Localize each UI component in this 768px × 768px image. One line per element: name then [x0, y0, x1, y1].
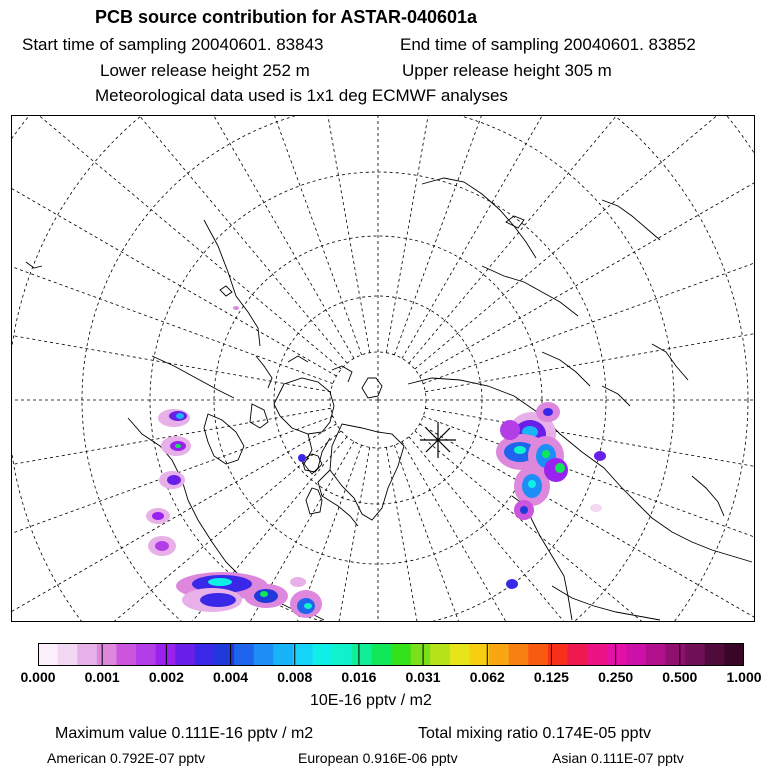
colorbar-tick-label: 0.031 [405, 669, 441, 685]
meridian [423, 116, 754, 384]
maximum-value: Maximum value 0.111E-16 pptv / m2 [55, 725, 314, 742]
contribution-patch [555, 463, 565, 473]
contribution-patch [500, 420, 520, 440]
colorbar-cell [215, 643, 235, 666]
colorbar-cell [646, 643, 666, 666]
colorbar-cell [685, 643, 705, 666]
contribution-patch [304, 603, 312, 609]
colorbar-cell [371, 643, 391, 666]
contribution-patch [298, 454, 306, 462]
graticule [12, 116, 754, 621]
colorbar-tick-label: 0.001 [84, 669, 120, 685]
colorbar-cell [528, 643, 548, 666]
colorbar-cell [136, 643, 156, 666]
contribution-patch [520, 506, 528, 514]
meridian [12, 116, 341, 369]
coastlines [26, 178, 752, 620]
colorbar-cell [234, 643, 254, 666]
colorbar-tick-label: 0.002 [148, 669, 184, 685]
colorbar-cell [38, 643, 58, 666]
colorbar-tick-label: 0.500 [662, 669, 698, 685]
meridian [12, 116, 354, 358]
latitude-circle [12, 116, 748, 621]
map-title: PCB source contribution for ASTAR-040601a [95, 7, 478, 27]
colorbar-cell [352, 643, 372, 666]
colorbar-cell [607, 643, 627, 666]
contribution-patch [506, 579, 518, 589]
source-contribution-field [146, 306, 606, 618]
meridian [415, 116, 754, 369]
meridian [425, 244, 754, 392]
meridian [386, 447, 534, 621]
colorbar-tick-label: 0.004 [213, 669, 249, 685]
colorbar-cell [626, 643, 646, 666]
colorbar-tick-label: 0.016 [341, 669, 377, 685]
contribution-patch [175, 444, 181, 448]
lower-release-height-label: Lower release height 252 m [100, 61, 310, 80]
colorbar-cell [469, 643, 489, 666]
meridian [12, 431, 341, 621]
meridian [415, 431, 754, 621]
colorbar-cell [175, 643, 195, 666]
colorbar-cell [156, 643, 176, 666]
colorbar-cell [293, 643, 313, 666]
colorbar [38, 643, 744, 667]
colorbar-tick-label: 0.250 [598, 669, 634, 685]
meridian [12, 116, 336, 376]
colorbar-tick-label: 1.000 [726, 669, 762, 685]
meridian [402, 116, 754, 358]
american-contribution: American 0.792E-07 pptv [47, 750, 205, 766]
colorbar-tick-label: 0.125 [533, 669, 569, 685]
colorbar-cell [587, 643, 607, 666]
contribution-patch [167, 475, 181, 485]
meridian [420, 116, 754, 376]
latitude-circle [12, 116, 754, 621]
european-contribution: European 0.916E-06 pptv [298, 750, 458, 766]
contribution-patch [590, 504, 602, 512]
meridian [386, 116, 534, 353]
polar-map [11, 115, 755, 622]
meridian [12, 116, 333, 384]
contribution-patch [176, 413, 184, 419]
meridian [420, 424, 754, 621]
meridian [70, 116, 361, 355]
colorbar-cell [724, 643, 744, 666]
colorbar-cell [313, 643, 333, 666]
total-mixing-ratio: Total mixing ratio 0.174E-05 pptv [418, 725, 652, 742]
colorbar-cell [273, 643, 293, 666]
colorbar-cell [116, 643, 136, 666]
meteorological-data-label: Meteorological data used is 1x1 deg ECMWF analyses [95, 86, 508, 105]
colorbar-cell [97, 643, 117, 666]
colorbar-cell [548, 643, 568, 666]
colorbar-cell [430, 643, 450, 666]
colorbar-cell [705, 643, 725, 666]
contribution-patch [594, 451, 606, 461]
colorbar-cell [58, 643, 78, 666]
meridian [402, 442, 754, 621]
contribution-patch [233, 306, 239, 310]
latitude-circle [150, 172, 606, 621]
meridian [12, 116, 347, 363]
contribution-patch [542, 450, 550, 458]
contribution-patch [290, 577, 306, 587]
asian-contribution: Asian 0.111E-07 pptv [552, 750, 684, 766]
contribution-patch [152, 512, 164, 520]
colorbar-tick-label: 0.000 [20, 669, 56, 685]
colorbar-cell [450, 643, 470, 666]
meridian [222, 116, 370, 353]
colorbar-cell [391, 643, 411, 666]
contribution-patch [208, 578, 232, 586]
contribution-patch [200, 593, 236, 607]
colorbar-tick-label: 0.008 [277, 669, 313, 685]
end-time-label: End time of sampling 20040601. 83852 [400, 35, 696, 54]
contribution-patch [260, 591, 268, 597]
upper-release-height-label: Upper release height 305 m [402, 61, 612, 80]
colorbar-cell [568, 643, 588, 666]
contribution-patch [528, 480, 536, 488]
colorbar-cell [411, 643, 431, 666]
contribution-patch [543, 408, 553, 416]
meridian [394, 116, 685, 355]
start-time-label: Start time of sampling 20040601. 83843 [22, 35, 324, 54]
meridian [409, 437, 754, 621]
meridian [12, 244, 331, 392]
contribution-patch [155, 541, 169, 551]
contribution-patch [514, 446, 526, 454]
colorbar-cell [332, 643, 352, 666]
colorbar-cell [489, 643, 509, 666]
colorbar-cell [509, 643, 529, 666]
colorbar-tick-label: 0.062 [469, 669, 505, 685]
colorbar-cell [195, 643, 215, 666]
colorbar-cell [666, 643, 686, 666]
colorbar-cell [77, 643, 97, 666]
meridian [425, 408, 754, 556]
colorbar-cell [254, 643, 274, 666]
colorbar-units: 10E-16 pptv / m2 [310, 692, 432, 709]
meridian [423, 416, 754, 621]
